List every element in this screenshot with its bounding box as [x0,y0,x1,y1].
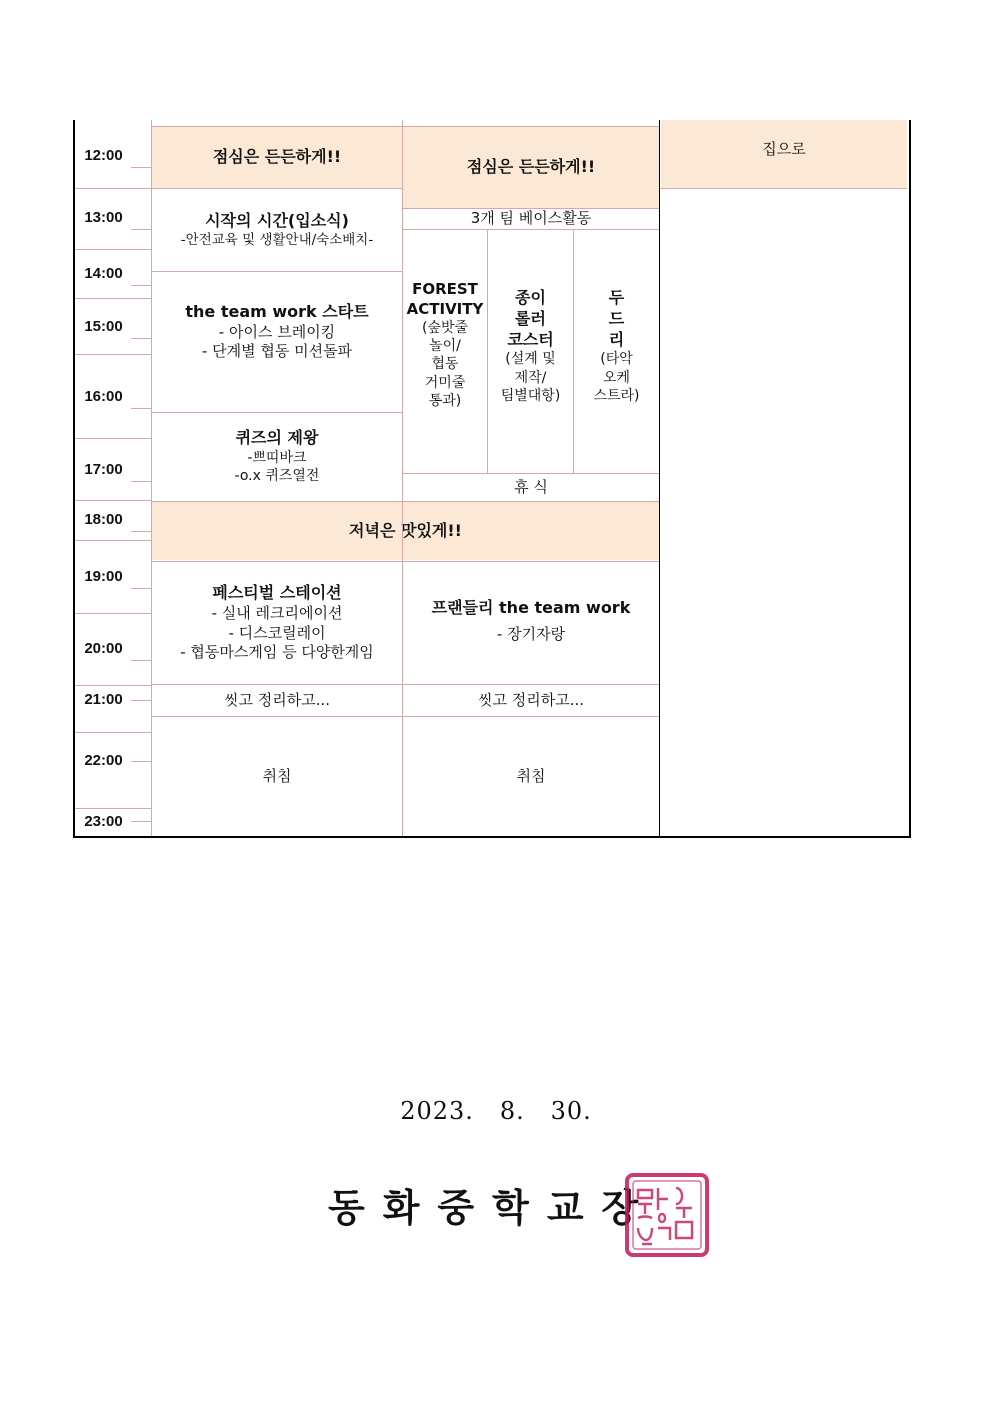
time-label: 15:00 [84,318,123,335]
quiz-item: -쁘띠바크 [247,450,307,467]
paper-coaster-title: 롤러 [515,308,546,328]
time-label: 14:00 [84,265,123,282]
col2-lunch-text: 점심은 든든하게!! [466,156,596,176]
paper-coaster-desc: 제작/ [514,369,547,386]
festival-item: - 협동마스게임 등 다양한게임 [180,643,374,662]
friendly-teamwork-title: 프랜들리 the team work [431,598,631,617]
official-seal [624,1172,710,1258]
forest-activity-title: FOREST [412,280,478,298]
time-label: 12:00 [84,147,123,164]
festival-title: 페스티벌 스테이션 [212,583,342,603]
quiz-item: -o.x 퀴즈열전 [234,468,320,485]
time-label: 19:00 [84,568,123,585]
table-border-line [659,120,660,836]
col2-wash-text: 씻고 정리하고... [477,690,584,709]
dodri-desc: 오케 [602,369,631,386]
col2-sleep-text: 취침 [516,766,546,785]
time-label: 21:00 [84,691,123,708]
dodri-title: 리 [608,329,625,349]
schedule-table [73,120,909,838]
dodri-desc: 스트라) [593,387,640,404]
forest-activity-title: ACTIVITY [406,299,484,318]
col1-wash-text: 씻고 정리하고... [223,690,330,709]
paper-coaster-title: 종이 [515,288,546,307]
paper-coaster-title: 코스터 [507,329,554,349]
friendly-teamwork-item: - 장기자랑 [496,624,566,643]
paper-coaster-desc: 팀별대항) [500,387,561,404]
forest-activity-desc: 협동 [431,356,459,373]
dodri-title: 두 [608,288,625,307]
time-label: 23:00 [84,813,123,830]
time-label: 18:00 [84,511,123,528]
quiz-title: 퀴즈의 제왕 [235,428,319,448]
festival-item: - 디스코릴레이 [228,623,326,642]
forest-activity-desc: 놀이/ [429,338,461,355]
issue-date: 2023. 8. 30. [400,1097,592,1125]
dodri-desc: (타악 [600,351,633,368]
base-activity-header-text: 3개 팀 베이스활동 [470,209,592,228]
forest-activity-desc: 통과) [428,392,462,409]
rest-text: 휴 식 [514,477,548,496]
col1-lunch-text: 점심은 든든하게!! [212,146,342,166]
teamwork-start-title: the team work 스타트 [185,302,369,322]
dinner-text: 저녁은 맛있게!! [349,520,462,540]
start-ceremony-subtitle: -안전교육 및 생활안내/숙소배치- [180,231,374,248]
time-label: 20:00 [84,640,123,657]
teamwork-start-item: - 단계별 협동 미션돌파 [201,342,353,361]
time-label: 13:00 [84,209,123,226]
col1-sleep-text: 취침 [262,766,292,785]
start-ceremony-title: 시작의 시간(입소식) [205,210,349,230]
paper-coaster-desc: (설계 및 [505,351,556,368]
teamwork-start-item: - 아이스 브레이킹 [218,322,336,341]
dodri-title: 드 [608,308,625,328]
festival-item: - 실내 레크리에이션 [211,604,343,623]
forest-activity-desc: (숲밧줄 [421,320,469,336]
table-border [73,120,911,838]
time-label: 22:00 [84,752,123,769]
signer-name: 동화중학교장 [328,1185,657,1230]
col3-home-text: 집으로 [762,140,806,158]
time-label: 16:00 [84,388,123,405]
time-label: 17:00 [84,461,123,478]
forest-activity-desc: 거미줄 [424,374,466,391]
